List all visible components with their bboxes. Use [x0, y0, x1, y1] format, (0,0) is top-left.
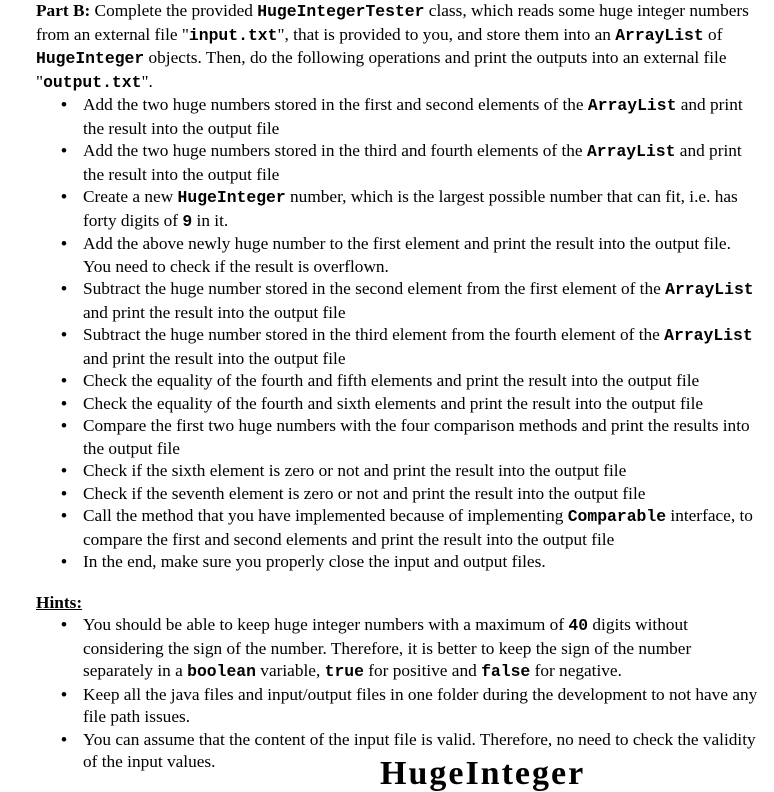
next-section-heading: HugeInteger — [380, 755, 586, 792]
list-item — [36, 140, 762, 186]
part-b-heading: Part B: — [36, 1, 91, 20]
code-term: input.txt — [188, 25, 278, 45]
code-term: ArrayList — [586, 142, 676, 161]
text-run: and print the result into the output file — [83, 348, 346, 368]
code-term: HugeInteger — [36, 49, 145, 68]
text-run: of — [703, 24, 723, 44]
text-run: Keep all the java files and input/output files in one folder during the development to not have any file path issues. — [83, 684, 758, 726]
text-run: You can assume that the content of the input file is valid. Therefore, no need to check the validity of the input values. — [83, 729, 756, 771]
text-run: and print the result into the output file — [83, 95, 743, 138]
part-b-intro — [36, 0, 762, 94]
code-term: ArrayList — [665, 280, 754, 299]
list-item — [36, 684, 762, 729]
text-run: for negative. — [530, 661, 622, 680]
text-run: interface, to compare the first and second elements and print the result into the output file — [83, 506, 753, 549]
text-run: Add the above newly huge number to the first element and print the result into the output file. You need to check if the result is overflown. — [83, 234, 731, 276]
text-run: Check the equality of the fourth and sixth elements and print the result into the output file — [83, 393, 704, 413]
text-run: objects. Then, do the following operations and print the outputs into an external file " — [36, 48, 727, 91]
text-run: You should be able to keep huge integer numbers with a maximum of — [83, 615, 569, 634]
list-item — [36, 505, 762, 551]
list-item — [36, 483, 762, 506]
code-term: 9 — [182, 211, 193, 231]
code-term: false — [481, 662, 531, 681]
list-item — [36, 278, 762, 324]
list-item — [36, 393, 762, 416]
list-item — [36, 324, 762, 370]
text-run: Check if the sixth element is zero or not and print the result into the output file — [83, 461, 627, 480]
text-run: Create a new — [83, 187, 178, 206]
text-run: class, which reads some huge integer numbers from an external file " — [36, 1, 749, 44]
text-run: variable, — [255, 661, 325, 680]
code-term: ArrayList — [664, 326, 753, 345]
text-run: and print the result into the output file — [83, 302, 346, 322]
list-item — [36, 370, 762, 393]
text-run: in it. — [192, 210, 229, 230]
hints-list — [36, 614, 762, 774]
text-run: Compare the first two huge numbers with the four comparison methods and print the results into the output file — [83, 416, 750, 458]
text-run: Subtract the huge number stored in the second element from the first element of the — [83, 279, 666, 298]
code-term: ArrayList — [615, 25, 704, 45]
text-run: Check if the seventh element is zero or not and print the result into the output file — [83, 483, 646, 503]
list-item — [36, 186, 762, 233]
text-run: Check the equality of the fourth and fifth elements and print the result into the output file — [83, 371, 700, 390]
part-b-intro-text — [36, 1, 749, 91]
list-item — [36, 94, 762, 140]
code-term: true — [324, 662, 364, 681]
list-item — [36, 460, 762, 483]
text-run: Subtract the huge number stored in the third element from the fourth element of the — [83, 325, 665, 344]
text-run: Add the two huge numbers stored in the third and fourth elements of the — [83, 141, 587, 160]
list-item — [36, 233, 762, 278]
code-term: ArrayList — [587, 96, 677, 115]
list-item — [36, 415, 762, 460]
text-run: digits without considering the sign of the number. Therefore, it is better to keep the sign of the number separately in a — [83, 615, 692, 680]
text-run: and print the result into the output file — [83, 141, 742, 184]
text-run: for positive and — [363, 661, 482, 680]
code-term: HugeIntegerTester — [257, 2, 425, 21]
text-run: number, which is the largest possible number that can fit, i.e. has forty digits of — [83, 187, 738, 230]
code-term: HugeInteger — [177, 188, 286, 207]
code-term: Comparable — [567, 507, 667, 526]
hints-title: Hints: — [36, 592, 83, 612]
text-run: Call the method that you have implemented because of implementing — [83, 506, 568, 525]
text-run: ", that is provided to you, and store them into an — [277, 24, 616, 44]
code-term: boolean — [187, 662, 256, 681]
code-term: output.txt — [43, 72, 142, 92]
text-run: ". — [141, 71, 153, 91]
code-term: 40 — [568, 616, 589, 635]
task-list — [36, 94, 762, 574]
text-run: Add the two huge numbers stored in the first and second elements of the — [83, 95, 588, 114]
text-run: Complete the provided — [90, 1, 258, 20]
text-run: In the end, make sure you properly close the input and output files. — [83, 552, 546, 571]
list-item — [36, 614, 762, 684]
list-item — [36, 551, 762, 574]
